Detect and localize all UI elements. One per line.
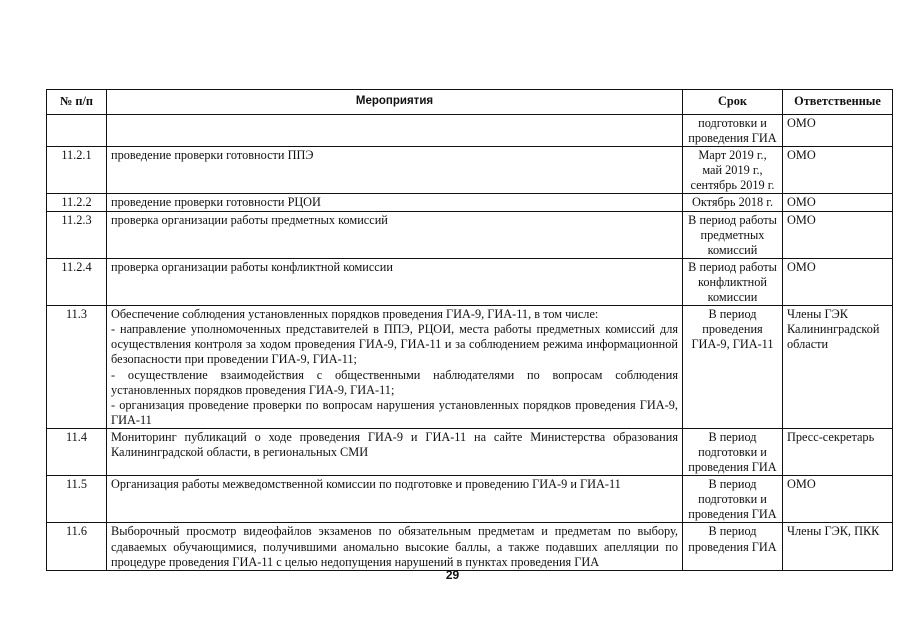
deadline-cell bbox=[683, 147, 783, 194]
activity-text: Выборочный просмотр видеофайлов экзаменов по обязательным предметам и предметам по выбору, сдаваемых обучающимися, получившими аномально высокие баллы, а также подавших апелляции по процедуре проведения ГИА-11 с целью недопущения нарушений в пунктах проведения ГИА bbox=[111, 524, 678, 569]
responsible-cell bbox=[783, 115, 893, 147]
activity-text: проверка организации работы предметных комиссий bbox=[111, 212, 388, 227]
deadline-line: май 2019 г., bbox=[702, 163, 763, 178]
table-row bbox=[47, 428, 893, 475]
activity-text: - организация проведение проверки по вопросам нарушения установленных порядков проведения ГИА-9, ГИА-11 bbox=[111, 397, 678, 427]
responsible-cell bbox=[783, 306, 893, 429]
activity-text: проверка организации работы конфликтной комиссии bbox=[111, 259, 393, 274]
activity-cell bbox=[107, 211, 683, 258]
deadline-cell bbox=[683, 258, 783, 305]
activity-cell bbox=[107, 306, 683, 429]
activity-text: проведение проверки готовности ППЭ bbox=[111, 148, 314, 163]
deadline-line: В период bbox=[708, 307, 757, 322]
activity-text: - направление уполномоченных представителей в ППЭ, РЦОИ, места работы предметных комиссий для осуществления контроля за ходом проведения ГИА-9, ГИА-11 и за соблюдением режима информационной безопасности при проведении ГИА-9, ГИА-11; bbox=[111, 322, 678, 367]
header-activities: Мероприятия bbox=[107, 90, 683, 115]
table-header-row bbox=[47, 90, 893, 115]
responsible-cell bbox=[783, 194, 893, 211]
row-number: 11.2.2 bbox=[47, 194, 107, 211]
responsible-cell bbox=[783, 428, 893, 475]
table-body bbox=[47, 115, 893, 571]
responsible-cell bbox=[783, 258, 893, 305]
responsible-line: Члены ГЭК, ПКК bbox=[787, 524, 880, 539]
deadline-cell bbox=[683, 476, 783, 523]
deadline-line: подготовки и bbox=[698, 116, 767, 130]
deadline-line: проведения ГИА bbox=[688, 131, 777, 146]
deadline-line: комиссий bbox=[707, 242, 758, 257]
deadline-cell bbox=[683, 306, 783, 429]
page-number: 29 bbox=[445, 568, 460, 582]
deadline-line: Март 2019 г., bbox=[698, 148, 767, 163]
deadline-line: предметных bbox=[700, 227, 765, 242]
responsible-cell bbox=[783, 211, 893, 258]
table-row bbox=[47, 211, 893, 258]
responsible-line: ОМО bbox=[787, 212, 816, 227]
responsible-cell bbox=[783, 476, 893, 523]
activity-cell bbox=[107, 115, 683, 147]
row-number: 11.2.4 bbox=[47, 258, 107, 305]
deadline-line: подготовки и bbox=[698, 444, 767, 459]
row-number: 11.2.3 bbox=[47, 211, 107, 258]
responsible-line: ОМО bbox=[787, 116, 816, 130]
row-number: 11.6 bbox=[47, 523, 107, 570]
activity-text: - осуществление взаимодействия с общественными наблюдателями по вопросам соблюдения установленных порядков проведения ГИА-9, ГИА-11; bbox=[111, 367, 678, 397]
deadline-line: комиссии bbox=[707, 290, 758, 305]
activity-text: Мониторинг публикаций о ходе проведения ГИА-9 и ГИА-11 на сайте Министерства образования Калининградской области, в региональных СМИ bbox=[111, 429, 678, 459]
deadline-line: Октябрь 2018 г. bbox=[691, 195, 774, 210]
row-number: 11.2.1 bbox=[47, 147, 107, 194]
row-number: 11.3 bbox=[47, 306, 107, 429]
responsible-line: Калининградской bbox=[787, 322, 880, 337]
responsible-line: ОМО bbox=[787, 195, 816, 210]
deadline-line: проведения ГИА bbox=[688, 539, 777, 554]
deadline-line: В период работы bbox=[688, 259, 777, 274]
table-row bbox=[47, 306, 893, 429]
activity-cell bbox=[107, 428, 683, 475]
activity-text: проведение проверки готовности РЦОИ bbox=[111, 195, 321, 210]
table-row bbox=[47, 115, 893, 147]
table-row bbox=[47, 476, 893, 523]
deadline-line: проведения ГИА bbox=[688, 460, 777, 475]
deadline-line: подготовки и bbox=[698, 492, 767, 507]
activity-text: Организация работы межведомственной комиссии по подготовке и проведению ГИА-9 и ГИА-11 bbox=[111, 477, 621, 492]
responsible-line: Члены ГЭК bbox=[787, 307, 848, 322]
deadline-line: ГИА-9, ГИА-11 bbox=[691, 337, 774, 352]
deadline-line: В период работы bbox=[688, 212, 777, 227]
responsible-cell bbox=[783, 523, 893, 570]
deadline-line: конфликтной bbox=[698, 274, 767, 289]
header-number: № п/п bbox=[47, 90, 107, 115]
deadline-cell bbox=[683, 194, 783, 211]
header-responsible: Ответственные bbox=[783, 90, 893, 115]
activities-table bbox=[46, 89, 893, 571]
activity-text: Обеспечение соблюдения установленных порядков проведения ГИА-9, ГИА-11, в том числе: bbox=[111, 307, 599, 322]
activity-cell bbox=[107, 523, 683, 570]
deadline-line: сентябрь 2019 г. bbox=[690, 178, 775, 193]
row-number: 11.5 bbox=[47, 476, 107, 523]
row-number bbox=[47, 115, 107, 147]
deadline-line: В период bbox=[708, 429, 757, 444]
table-row bbox=[47, 194, 893, 211]
activity-cell bbox=[107, 258, 683, 305]
deadline-line: проведения bbox=[702, 322, 763, 337]
table-row bbox=[47, 258, 893, 305]
deadline-cell bbox=[683, 211, 783, 258]
table-row bbox=[47, 523, 893, 570]
deadline-cell bbox=[683, 115, 783, 147]
responsible-line: ОМО bbox=[787, 477, 816, 492]
responsible-cell bbox=[783, 147, 893, 194]
row-number: 11.4 bbox=[47, 428, 107, 475]
responsible-line: области bbox=[787, 337, 829, 352]
activity-cell bbox=[107, 194, 683, 211]
activity-cell bbox=[107, 476, 683, 523]
table-row bbox=[47, 147, 893, 194]
deadline-line: В период bbox=[708, 524, 757, 539]
deadline-line: В период bbox=[708, 477, 757, 492]
responsible-line: ОМО bbox=[787, 259, 816, 274]
deadline-line: проведения ГИА bbox=[688, 507, 777, 522]
responsible-line: Пресс-секретарь bbox=[787, 429, 875, 444]
deadline-cell bbox=[683, 428, 783, 475]
header-deadline: Срок bbox=[683, 90, 783, 115]
activity-cell bbox=[107, 147, 683, 194]
deadline-cell bbox=[683, 523, 783, 570]
responsible-line: ОМО bbox=[787, 148, 816, 163]
